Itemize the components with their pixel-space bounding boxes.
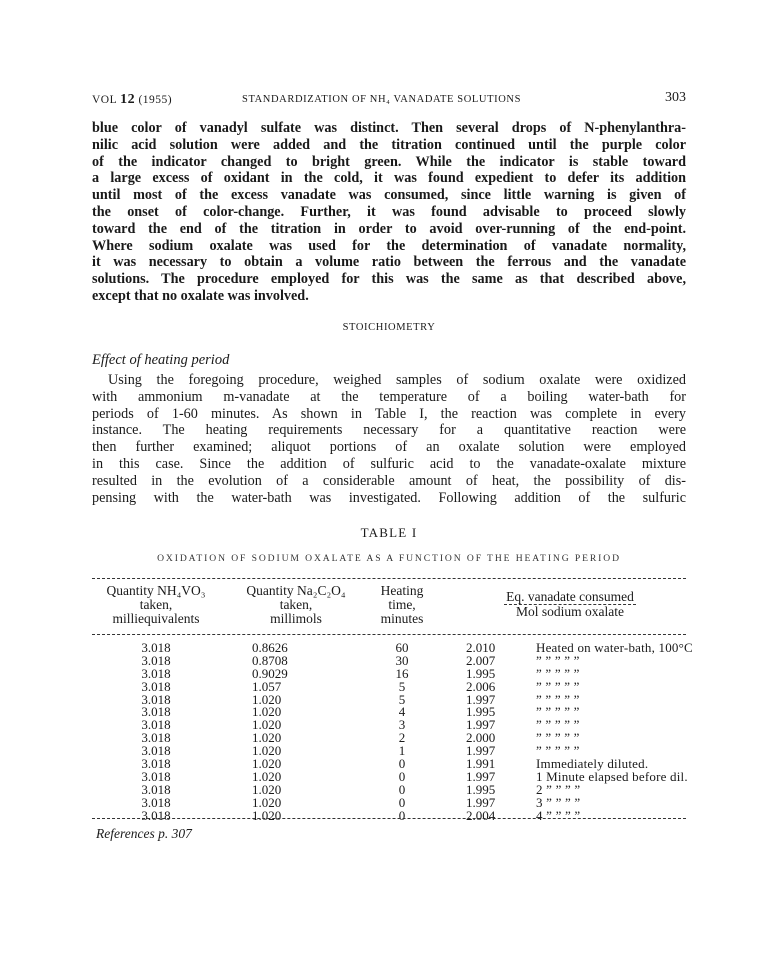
text-line: pensing with the water-bath was investigated. Following addition of the sulfuric (92, 489, 686, 506)
cell-na2c2o4: 1.020 (252, 756, 282, 772)
cell-heating-time: 0 (398, 794, 406, 810)
text-line: resulted in the evolution of a considerable amount of heat, the possibility of dis- (92, 472, 686, 489)
section-heading: STOICHIOMETRY (342, 322, 436, 333)
cell-ratio: 1.997 (466, 691, 496, 707)
column-header-nh4vo3: Quantity NH₄VO₃ taken, milliequivalents (106, 583, 206, 626)
cell-na2c2o4: 1.057 (252, 678, 282, 694)
cell-na2c2o4: 1.020 (252, 781, 282, 797)
table-rule-bottom (92, 818, 686, 819)
text-line: nilic acid solution were added and the titration continued until the purple color (92, 136, 686, 153)
table-caption: OXIDATION OF SODIUM OXALATE AS A FUNCTION OF THE HEATING PERIOD (157, 553, 621, 564)
cell-heating-time: 1 (398, 743, 406, 759)
cell-ratio: 1.997 (466, 794, 496, 810)
cell-note: ” ” ” ” ” (536, 665, 580, 681)
subheading: Effect of heating period (92, 352, 230, 368)
table-row (92, 794, 686, 810)
text-line: Using the foregoing procedure, weighed samples of sodium oxalate were oxidized (108, 372, 686, 388)
cell-nh4vo3: 3.018 (141, 807, 171, 823)
table-row (92, 719, 686, 732)
table-row (92, 706, 686, 719)
cell-ratio: 1.997 (466, 717, 496, 733)
cell-heating-time: 0 (398, 781, 406, 797)
text-line: until most of the excess vanadate was consumed, since little warning is given of (92, 187, 686, 204)
cell-note: 2 ” ” ” ” (536, 781, 581, 797)
table-row (92, 691, 686, 707)
cell-heating-time: 0 (398, 768, 406, 784)
cell-heating-time: 5 (398, 678, 406, 694)
text-line: blue color of vanadyl sulfate was distinct. Then several drops of N-phenylanthra- (92, 120, 686, 136)
cell-ratio: 1.995 (466, 781, 496, 797)
text-line: a large excess of oxidant in the cold, it was found expedient to defer its addition (92, 170, 686, 187)
text-line: solutions. The procedure employed for this was the same as that described above, (92, 271, 686, 288)
cell-na2c2o4: 1.020 (252, 743, 282, 759)
cell-nh4vo3: 3.018 (141, 717, 171, 733)
cell-nh4vo3: 3.018 (141, 794, 171, 810)
cell-note: ” ” ” ” ” (536, 743, 580, 759)
cell-ratio: 2.010 (466, 640, 496, 655)
table-row (92, 652, 686, 668)
cell-heating-time: 3 (398, 717, 406, 733)
cell-note: Heated on water-bath, 100°C (536, 640, 693, 655)
cell-heating-time: 4 (398, 704, 406, 720)
cell-nh4vo3: 3.018 (141, 691, 171, 707)
cell-na2c2o4: 1.020 (252, 794, 282, 810)
running-head (92, 92, 686, 112)
text-line: instance. The heating requirements necessary for a quantitative reaction were (92, 422, 686, 439)
cell-nh4vo3: 3.018 (141, 640, 171, 655)
cell-na2c2o4: 1.020 (252, 717, 282, 733)
table-row (92, 781, 686, 797)
cell-ratio: 2.004 (466, 807, 496, 823)
table-header (92, 584, 686, 634)
cell-note: ” ” ” ” ” (536, 678, 580, 694)
table-rule-top (92, 578, 686, 579)
volume-label: VOL 12 (1955) (92, 92, 173, 107)
cell-na2c2o4: 1.020 (252, 704, 282, 720)
cell-heating-time: 16 (395, 665, 409, 681)
table-rule-header (92, 634, 686, 635)
cell-na2c2o4: 1.020 (252, 768, 282, 784)
cell-note: ” ” ” ” ” (536, 730, 580, 746)
cell-na2c2o4: 0.9029 (252, 665, 288, 681)
text-line: toward the end of the titration in order to avoid over-running of the end-point. (92, 220, 686, 237)
cell-na2c2o4: 1.020 (252, 807, 282, 823)
table-row (92, 665, 686, 681)
paragraph-2 (92, 372, 686, 506)
paragraph-1 (92, 120, 686, 305)
column-header-ratio: Eq. vanadate consumed Mol sodium oxalate (506, 589, 634, 619)
cell-nh4vo3: 3.018 (141, 743, 171, 759)
table-body (92, 640, 693, 823)
table-row (92, 732, 686, 745)
cell-na2c2o4: 0.8708 (252, 652, 288, 668)
text-line: then further examined; aliquot portions of an oxalate solution were employed (92, 439, 686, 456)
cell-na2c2o4: 1.020 (252, 691, 282, 707)
cell-na2c2o4: 0.8626 (252, 640, 288, 655)
text-line: except that no oxalate was involved. (92, 287, 309, 304)
text-line: with ammonium m-vanadate at the temperature of a boiling water-bath for (92, 388, 686, 405)
cell-na2c2o4: 1.020 (252, 730, 282, 746)
cell-nh4vo3: 3.018 (141, 678, 171, 694)
cell-ratio: 1.995 (466, 704, 496, 720)
cell-note: ” ” ” ” ” (536, 704, 580, 720)
column-header-na2c2o4: Quantity Na₂C₂O₄ taken, millimols (246, 583, 346, 626)
cell-heating-time: 0 (398, 756, 406, 772)
cell-ratio: 1.997 (466, 743, 496, 759)
cell-heating-time: 0 (398, 807, 406, 823)
cell-heating-time: 30 (395, 652, 409, 668)
text-line: of the indicator changed to bright green. While the indicator is stable toward (92, 153, 686, 170)
text-line: periods of 1-60 minutes. As shown in Table I, the reaction was complete in every (92, 405, 686, 422)
footer-reference: References p. 307 (96, 826, 192, 841)
cell-note: ” ” ” ” ” (536, 717, 580, 733)
cell-ratio: 1.991 (466, 756, 496, 772)
cell-note: 4 ” ” ” ” (536, 807, 581, 823)
cell-heating-time: 2 (398, 730, 406, 746)
cell-ratio: 1.997 (466, 768, 496, 784)
cell-nh4vo3: 3.018 (141, 704, 171, 720)
cell-nh4vo3: 3.018 (141, 652, 171, 668)
text-line: Where sodium oxalate was used for the determination of vanadate normality, (92, 237, 686, 254)
table-row (92, 768, 688, 784)
text-line: the onset of color-change. Further, it was found advisable to proceed slowly (92, 203, 686, 220)
running-title: STANDARDIZATION OF NH₄ VANADATE SOLUTIONS (242, 94, 522, 105)
cell-heating-time: 60 (395, 640, 409, 655)
text-line: it was necessary to obtain a volume ratio between the ferrous and the vanadate (92, 254, 686, 271)
text-line: in this case. Since the addition of sulfuric acid to the vanadate-oxalate mixture (92, 455, 686, 472)
table-title: TABLE I (360, 525, 418, 540)
cell-heating-time: 5 (398, 691, 406, 707)
cell-ratio: 1.995 (466, 665, 496, 681)
cell-nh4vo3: 3.018 (141, 730, 171, 746)
cell-note: Immediately diluted. (536, 756, 649, 772)
cell-ratio: 2.000 (466, 730, 496, 746)
cell-nh4vo3: 3.018 (141, 768, 171, 784)
cell-note: ” ” ” ” ” (536, 691, 580, 707)
cell-nh4vo3: 3.018 (141, 756, 171, 772)
table-row (92, 807, 686, 823)
cell-note: ” ” ” ” ” (536, 652, 580, 668)
table-row (92, 678, 686, 694)
cell-nh4vo3: 3.018 (141, 665, 171, 681)
table-row (92, 640, 693, 655)
column-header-heating-time: Heating time, minutes (380, 583, 424, 626)
cell-note: 1 Minute elapsed before dil. (536, 768, 688, 784)
cell-nh4vo3: 3.018 (141, 781, 171, 797)
page-number: 303 (665, 90, 686, 105)
cell-ratio: 2.007 (466, 652, 496, 668)
cell-note: 3 ” ” ” ” (536, 794, 581, 810)
cell-ratio: 2.006 (466, 678, 496, 694)
